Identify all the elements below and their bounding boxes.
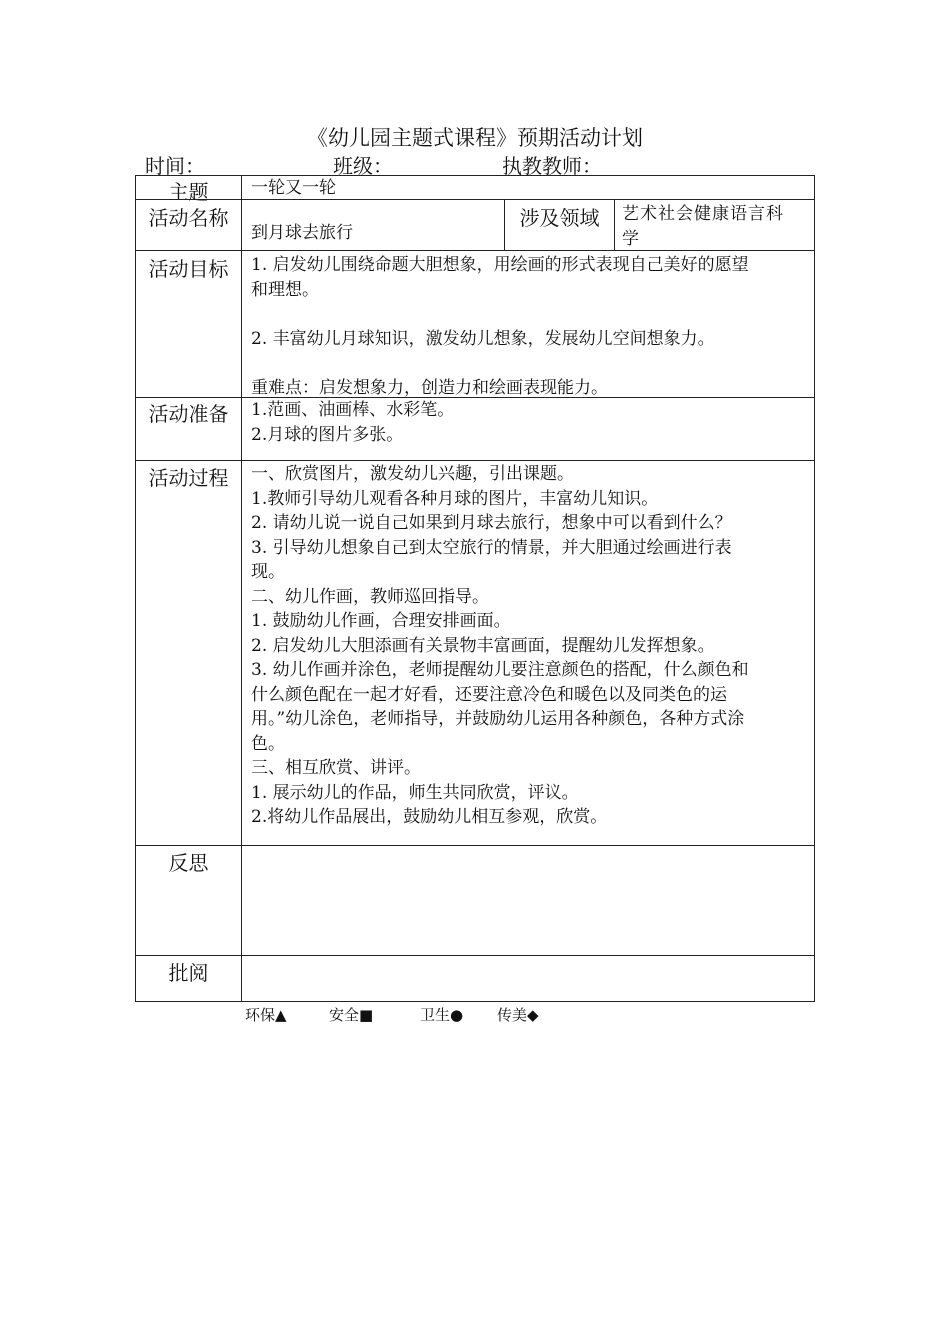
goals-label: 活动目标: [148, 257, 229, 281]
prep-line: 1.范画、油画棒、水彩笔。: [251, 400, 455, 420]
cell-process-label: [135, 460, 242, 846]
time-label: 时间：: [145, 154, 205, 178]
process-line: 2. 请幼儿说一说自己如果到月球去旅行，想象中可以看到什么？: [251, 513, 732, 533]
process-line: 3. 引导幼儿想象自己到太空旅行的情景，并大胆通过绘画进行表: [251, 537, 732, 558]
goal-line: 2. 丰富幼儿月球知识，激发幼儿想象，发展幼儿空间想象力。: [251, 328, 715, 349]
prep-line: 2.月球的图片多张。: [251, 424, 404, 445]
process-line: 3. 幼儿作画并涂色，老师提醒幼儿要注意颜色的搭配，什么颜色和: [251, 660, 749, 680]
domain-value: [622, 202, 784, 251]
cell-review-value[interactable]: [241, 955, 815, 1002]
legend-hygiene: 卫生●: [420, 1006, 464, 1024]
cell-reflection-value[interactable]: [241, 845, 815, 956]
process-line: 用。”幼儿涂色，老师指导，并鼓励幼儿运用各种颜色，各种方式涂: [251, 709, 745, 729]
goal-line: [251, 302, 749, 327]
process-line: 1.教师引导幼儿观看各种月球的图片，丰富幼儿知识。: [251, 488, 659, 509]
domain-line: 学: [622, 228, 640, 249]
goal-line: 重难点：启发想象力，创造力和绘画表现能力。: [251, 377, 608, 398]
document-title: 《幼儿园主题式课程》预期活动计划: [307, 126, 643, 150]
name-label: 活动名称: [148, 206, 229, 230]
process-line: 1. 鼓励幼儿作画，合理安排画面。: [251, 611, 511, 631]
process-line: 2. 启发幼儿大胆添画有关景物丰富画面，提醒幼儿发挥想象。: [251, 635, 715, 656]
name-value: 到月球去旅行: [251, 223, 353, 243]
process-line: 二、幼儿作画，教师巡回指导。: [251, 586, 489, 607]
legend-spread-beauty: 传美◆: [497, 1006, 539, 1024]
domain-label: 涉及领域: [519, 206, 600, 230]
goal-line: 和理想。: [251, 279, 319, 300]
theme-label: 主题: [168, 180, 209, 204]
legend-safety: 安全■: [329, 1006, 374, 1024]
goals-text: [251, 253, 749, 400]
process-line: 色。: [251, 733, 285, 754]
goal-line: 1. 启发幼儿围绕命题大胆想象，用绘画的形式表现自己美好的愿望: [251, 255, 749, 275]
review-label: 批阅: [168, 961, 209, 985]
theme-value: 一轮又一轮: [251, 178, 336, 198]
process-text: [251, 462, 749, 830]
class-label: 班级：: [333, 154, 393, 178]
process-line: 一、欣赏图片，激发幼儿兴趣，引出课题。: [251, 464, 574, 484]
process-line: 1. 展示幼儿的作品，师生共同欣赏，评议。: [251, 782, 579, 803]
process-line: 三、相互欣赏、讲评。: [251, 758, 421, 778]
teacher-label: 执教教师：: [502, 154, 602, 178]
prep-text: [251, 398, 454, 447]
process-line: 2.将幼儿作品展出，鼓励幼儿相互参观，欣赏。: [251, 807, 608, 827]
legend-environment: 环保▲: [245, 1006, 287, 1024]
domain-line: 艺术社会健康语言科: [622, 204, 784, 224]
goal-line: [251, 351, 749, 376]
process-label: 活动过程: [148, 466, 229, 490]
reflection-label: 反思: [168, 851, 209, 875]
prep-label: 活动准备: [148, 402, 229, 426]
process-line: 现。: [251, 562, 285, 582]
process-line: 什么颜色配在一起才好看，还要注意冷色和暖色以及同类色的运: [251, 684, 727, 705]
